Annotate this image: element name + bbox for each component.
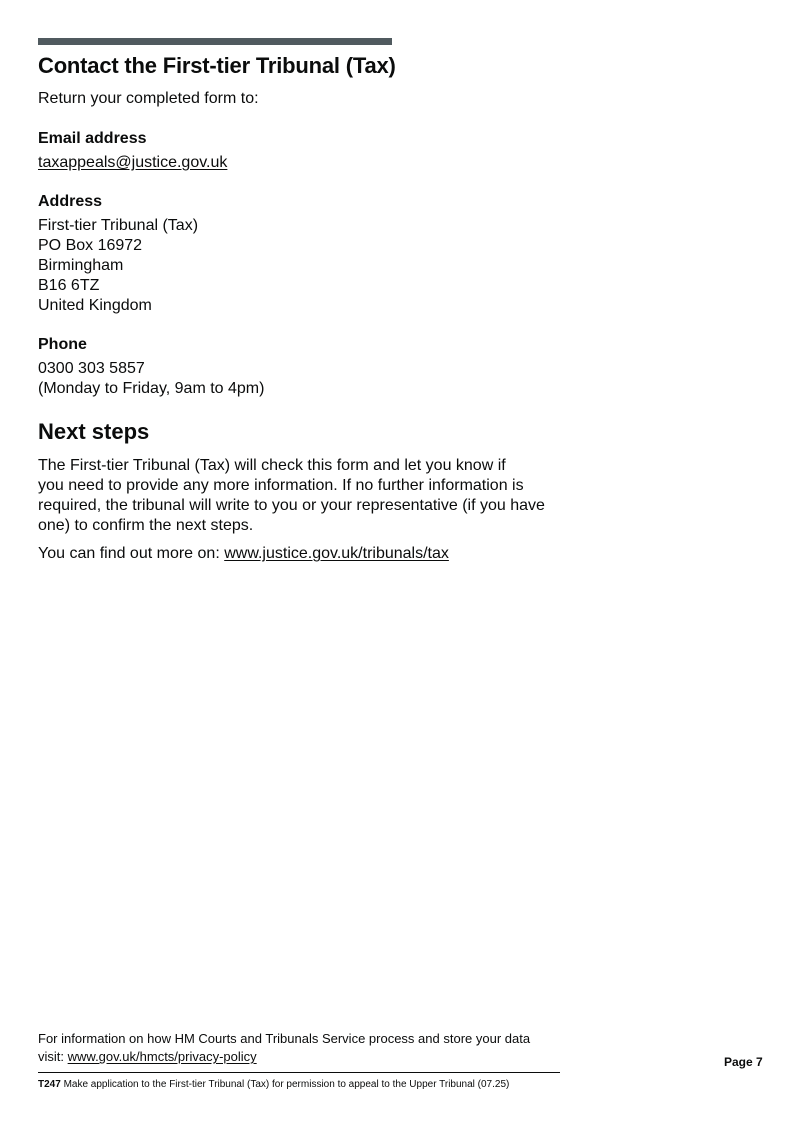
find-out-more bbox=[38, 544, 449, 564]
form-reference bbox=[38, 1078, 509, 1092]
address-line: Birmingham bbox=[38, 257, 124, 274]
intro-text: Return your completed form to: bbox=[38, 90, 259, 107]
phone-hours: (Monday to Friday, 9am to 4pm) bbox=[38, 380, 265, 397]
footer-rule bbox=[38, 1072, 560, 1073]
privacy-link-line bbox=[38, 1048, 578, 1066]
next-steps-heading: Next steps bbox=[38, 419, 150, 444]
tribunals-tax-link[interactable]: www.justice.gov.uk/tribunals/tax bbox=[224, 545, 449, 562]
form-code: T247 bbox=[38, 1079, 61, 1090]
section-rule bbox=[38, 38, 392, 45]
body-line: one) to confirm the next steps. bbox=[38, 517, 254, 534]
email-value bbox=[38, 153, 227, 173]
address-line: First-tier Tribunal (Tax) bbox=[38, 217, 199, 234]
form-title: Make application to the First-tier Tribunal (Tax) for permission to appeal to the Upper Tribunal (07.25) bbox=[60, 1079, 510, 1090]
privacy-policy-link[interactable]: www.gov.uk/hmcts/privacy-policy bbox=[67, 1049, 257, 1064]
address-line: PO Box 16972 bbox=[38, 237, 143, 254]
next-steps-body bbox=[38, 456, 598, 536]
address-label: Address bbox=[38, 193, 103, 210]
page-number: Page 7 bbox=[724, 1055, 763, 1069]
find-out-more-prefix: You can find out more on: bbox=[38, 545, 225, 562]
phone-block bbox=[38, 359, 264, 399]
phone-label: Phone bbox=[38, 336, 87, 353]
email-label: Email address bbox=[38, 130, 147, 147]
privacy-text: For information on how HM Courts and Tribunals Service process and store your data bbox=[38, 1031, 531, 1046]
body-line: The First-tier Tribunal (Tax) will check this form and let you know if bbox=[38, 457, 506, 474]
privacy-notice bbox=[38, 1030, 578, 1066]
address-line: B16 6TZ bbox=[38, 277, 100, 294]
body-line: required, the tribunal will write to you or your representative (if you have bbox=[38, 497, 545, 514]
address-block bbox=[38, 216, 198, 316]
email-link[interactable]: taxappeals@justice.gov.uk bbox=[38, 154, 228, 171]
page-title: Contact the First-tier Tribunal (Tax) bbox=[38, 53, 396, 78]
privacy-prefix: visit: bbox=[38, 1049, 68, 1064]
address-line: United Kingdom bbox=[38, 297, 152, 314]
body-line: you need to provide any more information. If no further information is bbox=[38, 477, 524, 494]
phone-number: 0300 303 5857 bbox=[38, 360, 145, 377]
